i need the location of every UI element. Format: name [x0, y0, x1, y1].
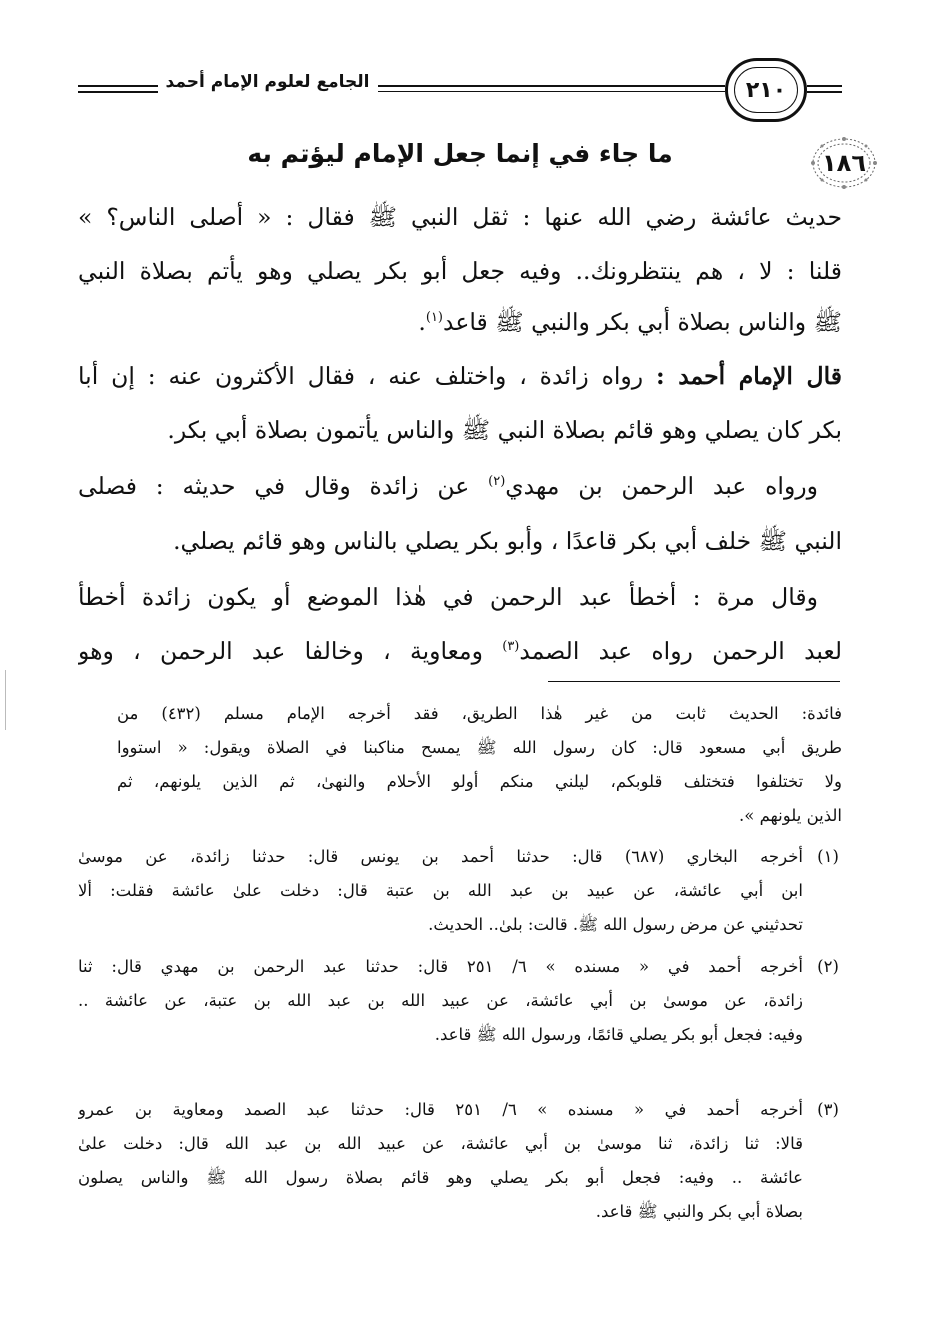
faida-line: طريق أبي مسعود قال: كان رسول الله ﷺ يمسح مناكبنا في الصلاة ويقول: « استووا [117, 738, 842, 757]
body-text: ورواه عبد الرحمن بن مهدي [505, 472, 818, 500]
footnote-line: قالا: ثنا زائدة، ثنا موسىٰ بن أبي عائشة، عن عبيد الله بن عبد الله قال: دخلت علىٰ [78, 1134, 803, 1153]
footnote-ref[interactable]: (١) [425, 310, 443, 326]
footnote-line: عائشة .. وفيه: فجعل أبو بكر يصلي وهو قائم بصلاة رسول الله ﷺ والناس يصلون [78, 1168, 803, 1187]
body-text: . [418, 308, 426, 336]
footnote-line: أخرجه البخاري (٦٨٧) قال: حدثنا أحمد بن يونس قال: حدثنا زائدة، عن موسىٰ [78, 847, 803, 866]
footnote-line: زائدة، عن موسىٰ بن أبي عائشة، عن عبيد الله بن عبد الله بن عتبة، عن عائشة .. [78, 991, 803, 1010]
body-line [78, 295, 842, 349]
body-text: ومعاوية ، وخالفا عبد الرحمن ، وهو [78, 637, 483, 665]
faida-line: فائدة: الحديث ثابت من غير هٰذا الطريق، فقد أخرجه الإمام مسلم (٤٣٢) من [117, 704, 842, 723]
footnote-line: تحدثيني عن مرض رسول الله ﷺ. قالت: بلىٰ.. الحديث. [428, 915, 803, 934]
header-rule-right-bottom [807, 91, 842, 93]
running-title: الجامع لعلوم الإمام أحمد [165, 72, 370, 92]
footnote-line: أخرجه أحمد في « مسنده » ٦/ ٢٥١ قال: حدثنا عبد الصمد ومعاوية بن عمرو [78, 1100, 803, 1119]
chapter-number-ornament [810, 136, 878, 190]
body-text: عن زائدة وقال في حديثه : فصلى [78, 472, 470, 500]
body-line: بكر كان يصلي وهو قائم بصلاة النبي ﷺ والناس يأتمون بصلاة أبي بكر. [167, 416, 842, 444]
chapter-title: ما جاء في إنما جعل الإمام ليؤتم به [247, 139, 673, 168]
imam-ahmad-label: قال الإمام أحمد : [655, 362, 842, 390]
body-line [78, 459, 818, 513]
header-rule-left-bottom [78, 91, 158, 93]
body-text: رواه زائدة ، واختلف عنه ، فقال الأكثرون عنه : إن أبا [78, 362, 644, 390]
chapter-number-text: ١٨٦ [822, 149, 866, 177]
body-text: لعبد الرحمن رواه عبد الصمد [519, 637, 842, 665]
body-text: ﷺ والناس بصلاة أبي بكر والنبي ﷺ قاعد [443, 308, 842, 336]
scan-edge-mark [5, 670, 6, 730]
body-line [78, 349, 842, 403]
body-line: حديث عائشة رضي الله عنها : ثقل النبي ﷺ فقال : « أصلى الناس؟ » [78, 203, 842, 231]
header-rule-left-top [78, 85, 158, 87]
page-number-badge [725, 58, 807, 122]
footnote-ref[interactable]: (٣) [502, 639, 520, 655]
faida-line: الذين يلونهم ». [738, 806, 842, 825]
footnote-separator [548, 681, 840, 682]
footnote-number: (٢) [817, 957, 839, 976]
header-rule-right-top [807, 85, 842, 87]
page-header [0, 52, 943, 132]
header-rule-mid-bottom [378, 91, 725, 92]
footnote-number: (١) [817, 847, 839, 866]
footnote-line: وفيه: فجعل أبو بكر يصلي قائمًا، ورسول الله ﷺ قاعد. [434, 1025, 803, 1044]
header-rule-mid-top [378, 85, 725, 87]
footnote-line: أخرجه أحمد في « مسنده » ٦/ ٢٥١ قال: حدثنا عبد الرحمن بن مهدي قال: ثنا [78, 957, 803, 976]
footnote-line: ابن أبي عائشة، عن عبيد بن عبد الله بن عتبة قال: دخلت علىٰ عائشة فقلت: ألا [78, 881, 803, 900]
faida-line: ولا تختلفوا فتختلف قلوبكم، ليلني منكم أولو الأحلام والنهىٰ، ثم الذين يلونهم، ثم [117, 772, 842, 791]
footnote-ref[interactable]: (٢) [488, 474, 506, 490]
body-line: وقال مرة : أخطأ عبد الرحمن في هٰذا الموضع أو يكون زائدة أخطأ [78, 583, 818, 611]
body-line: قلنا : لا ، هم ينتظرونك.. وفيه جعل أبو بكر يصلي وهو يأتم بصلاة النبي [78, 257, 842, 285]
body-line: النبي ﷺ خلف أبي بكر قاعدًا ، وأبو بكر يصلي بالناس وهو قائم يصلي. [173, 527, 842, 555]
body-line [78, 624, 842, 678]
page-number: ٢١٠ [734, 67, 798, 113]
footnote-line: بصلاة أبي بكر والنبي ﷺ قاعد. [595, 1202, 803, 1221]
footnote-number: (٣) [817, 1100, 839, 1119]
